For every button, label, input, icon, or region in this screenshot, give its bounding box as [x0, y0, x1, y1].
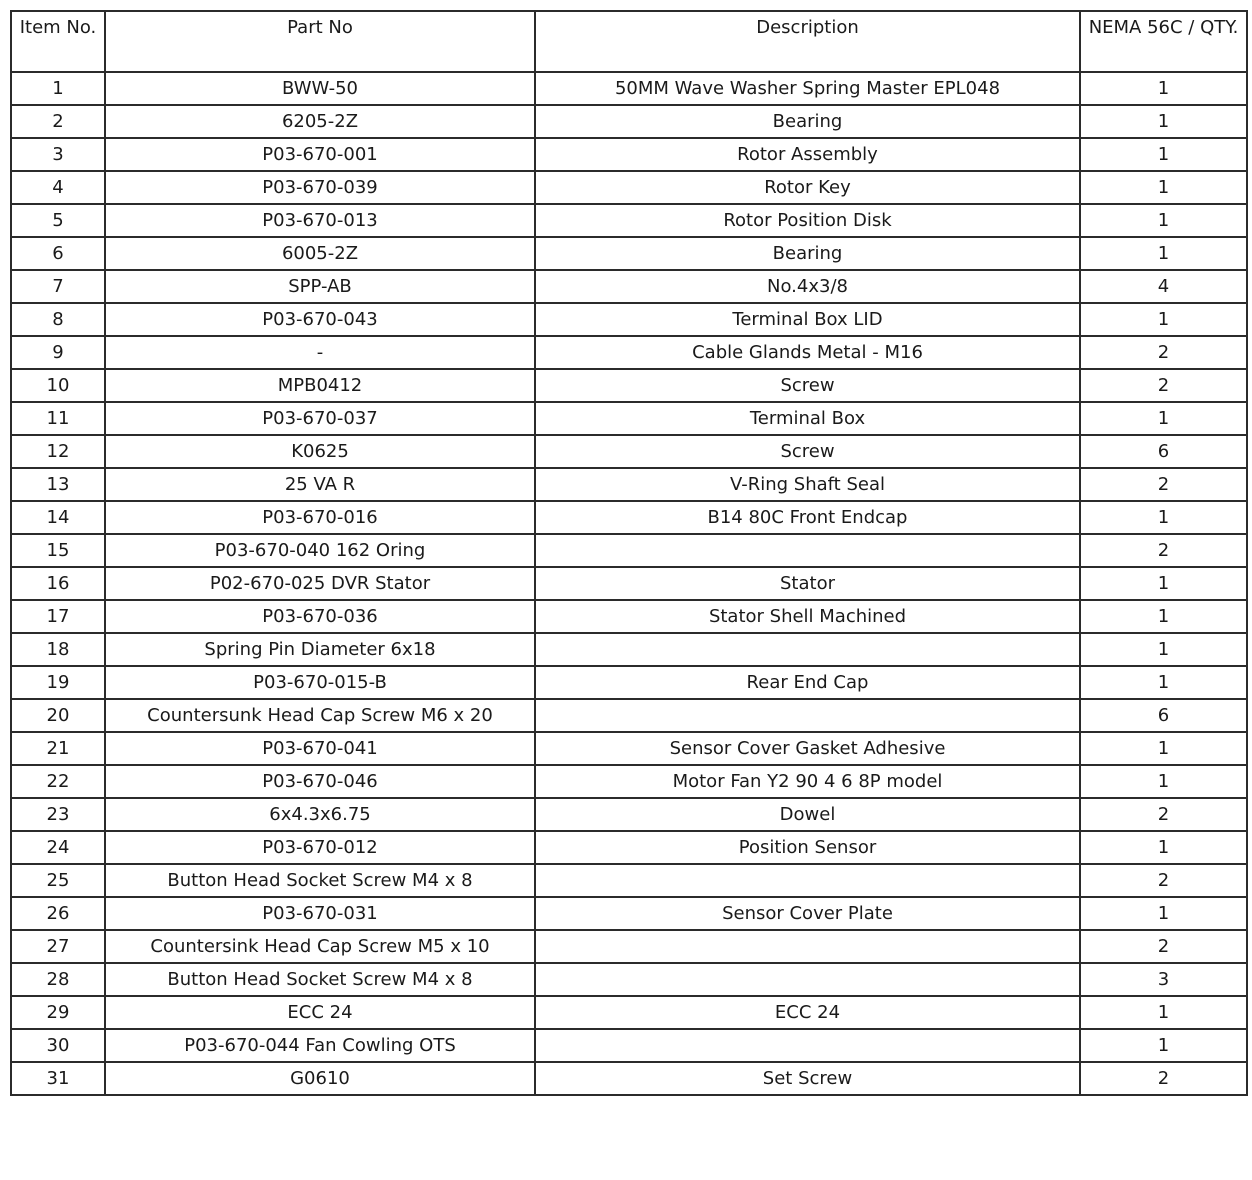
cell-part-no: Button Head Socket Screw M4 x 8 [105, 963, 535, 996]
bill-of-materials [10, 10, 1246, 1096]
cell-qty: 1 [1080, 105, 1247, 138]
cell-part-no: Countersink Head Cap Screw M5 x 10 [105, 930, 535, 963]
cell-part-no: P03-670-013 [105, 204, 535, 237]
cell-part-no: 6x4.3x6.75 [105, 798, 535, 831]
cell-description: Motor Fan Y2 90 4 6 8P model [535, 765, 1080, 798]
cell-item-no: 11 [11, 402, 105, 435]
cell-description: Position Sensor [535, 831, 1080, 864]
cell-part-no: P03-670-015-B [105, 666, 535, 699]
table-row [11, 798, 1247, 831]
table-header [11, 11, 1247, 72]
cell-qty: 1 [1080, 600, 1247, 633]
cell-part-no: P03-670-040 162 Oring [105, 534, 535, 567]
table-row [11, 72, 1247, 105]
cell-description [535, 864, 1080, 897]
table-row [11, 831, 1247, 864]
header-part-no: Part No [105, 11, 535, 72]
cell-description: Rear End Cap [535, 666, 1080, 699]
cell-item-no: 5 [11, 204, 105, 237]
header-row [11, 11, 1247, 72]
cell-description [535, 930, 1080, 963]
table-row [11, 237, 1247, 270]
cell-item-no: 4 [11, 171, 105, 204]
table-row [11, 534, 1247, 567]
cell-item-no: 12 [11, 435, 105, 468]
cell-qty: 1 [1080, 666, 1247, 699]
cell-qty: 1 [1080, 996, 1247, 1029]
cell-part-no: SPP-AB [105, 270, 535, 303]
table-row [11, 1062, 1247, 1095]
header-item-no: Item No. [11, 11, 105, 72]
cell-part-no: P03-670-043 [105, 303, 535, 336]
table-row [11, 336, 1247, 369]
cell-item-no: 25 [11, 864, 105, 897]
table-row [11, 996, 1247, 1029]
cell-part-no: P03-670-041 [105, 732, 535, 765]
cell-qty: 2 [1080, 864, 1247, 897]
cell-part-no: Button Head Socket Screw M4 x 8 [105, 864, 535, 897]
cell-part-no: 6005-2Z [105, 237, 535, 270]
parts-table [10, 10, 1248, 1096]
cell-part-no: P03-670-001 [105, 138, 535, 171]
cell-qty: 1 [1080, 732, 1247, 765]
cell-qty: 2 [1080, 369, 1247, 402]
table-row [11, 963, 1247, 996]
cell-part-no: P03-670-046 [105, 765, 535, 798]
cell-description: Sensor Cover Plate [535, 897, 1080, 930]
cell-qty: 1 [1080, 501, 1247, 534]
table-body [11, 72, 1247, 1095]
cell-qty: 1 [1080, 1029, 1247, 1062]
cell-description [535, 534, 1080, 567]
cell-qty: 1 [1080, 237, 1247, 270]
header-description: Description [535, 11, 1080, 72]
table-row [11, 402, 1247, 435]
cell-item-no: 2 [11, 105, 105, 138]
cell-description: Terminal Box LID [535, 303, 1080, 336]
cell-qty: 6 [1080, 699, 1247, 732]
cell-part-no: P03-670-039 [105, 171, 535, 204]
cell-item-no: 27 [11, 930, 105, 963]
cell-item-no: 8 [11, 303, 105, 336]
cell-part-no: - [105, 336, 535, 369]
cell-description: Stator [535, 567, 1080, 600]
cell-part-no: ECC 24 [105, 996, 535, 1029]
cell-qty: 1 [1080, 138, 1247, 171]
cell-qty: 3 [1080, 963, 1247, 996]
cell-qty: 1 [1080, 765, 1247, 798]
cell-item-no: 16 [11, 567, 105, 600]
cell-item-no: 23 [11, 798, 105, 831]
cell-part-no: BWW-50 [105, 72, 535, 105]
cell-qty: 1 [1080, 303, 1247, 336]
cell-description: No.4x3/8 [535, 270, 1080, 303]
table-row [11, 633, 1247, 666]
cell-qty: 2 [1080, 1062, 1247, 1095]
cell-part-no: P03-670-016 [105, 501, 535, 534]
cell-qty: 2 [1080, 930, 1247, 963]
cell-item-no: 29 [11, 996, 105, 1029]
cell-item-no: 14 [11, 501, 105, 534]
table-row [11, 1029, 1247, 1062]
cell-item-no: 13 [11, 468, 105, 501]
cell-qty: 1 [1080, 72, 1247, 105]
cell-description: Dowel [535, 798, 1080, 831]
cell-qty: 1 [1080, 897, 1247, 930]
cell-item-no: 1 [11, 72, 105, 105]
table-row [11, 600, 1247, 633]
cell-item-no: 6 [11, 237, 105, 270]
cell-qty: 2 [1080, 468, 1247, 501]
cell-item-no: 28 [11, 963, 105, 996]
cell-item-no: 15 [11, 534, 105, 567]
table-row [11, 765, 1247, 798]
cell-item-no: 10 [11, 369, 105, 402]
cell-description: Rotor Key [535, 171, 1080, 204]
cell-qty: 2 [1080, 534, 1247, 567]
cell-description: 50MM Wave Washer Spring Master EPL048 [535, 72, 1080, 105]
table-row [11, 270, 1247, 303]
table-row [11, 930, 1247, 963]
cell-item-no: 21 [11, 732, 105, 765]
cell-qty: 6 [1080, 435, 1247, 468]
cell-part-no: P03-670-044 Fan Cowling OTS [105, 1029, 535, 1062]
cell-qty: 1 [1080, 402, 1247, 435]
cell-description: Rotor Assembly [535, 138, 1080, 171]
cell-item-no: 31 [11, 1062, 105, 1095]
table-row [11, 303, 1247, 336]
table-row [11, 171, 1247, 204]
cell-description: Stator Shell Machined [535, 600, 1080, 633]
cell-part-no: 25 VA R [105, 468, 535, 501]
cell-item-no: 19 [11, 666, 105, 699]
cell-item-no: 24 [11, 831, 105, 864]
cell-item-no: 30 [11, 1029, 105, 1062]
table-row [11, 732, 1247, 765]
cell-item-no: 9 [11, 336, 105, 369]
cell-description: Screw [535, 369, 1080, 402]
table-row [11, 864, 1247, 897]
cell-qty: 1 [1080, 633, 1247, 666]
cell-qty: 1 [1080, 567, 1247, 600]
cell-description: Cable Glands Metal - M16 [535, 336, 1080, 369]
cell-description: Rotor Position Disk [535, 204, 1080, 237]
cell-description: Bearing [535, 105, 1080, 138]
cell-part-no: P02-670-025 DVR Stator [105, 567, 535, 600]
cell-description: V-Ring Shaft Seal [535, 468, 1080, 501]
cell-description: Sensor Cover Gasket Adhesive [535, 732, 1080, 765]
cell-description: Screw [535, 435, 1080, 468]
table-row [11, 699, 1247, 732]
cell-part-no: P03-670-031 [105, 897, 535, 930]
cell-qty: 1 [1080, 831, 1247, 864]
table-row [11, 105, 1247, 138]
cell-description: B14 80C Front Endcap [535, 501, 1080, 534]
cell-description [535, 1029, 1080, 1062]
cell-part-no: P03-670-037 [105, 402, 535, 435]
cell-qty: 1 [1080, 171, 1247, 204]
cell-part-no: G0610 [105, 1062, 535, 1095]
cell-qty: 1 [1080, 204, 1247, 237]
cell-part-no: Countersunk Head Cap Screw M6 x 20 [105, 699, 535, 732]
table-row [11, 138, 1247, 171]
cell-item-no: 26 [11, 897, 105, 930]
cell-part-no: K0625 [105, 435, 535, 468]
cell-item-no: 22 [11, 765, 105, 798]
header-qty: NEMA 56C / QTY. [1080, 11, 1247, 72]
table-row [11, 897, 1247, 930]
cell-item-no: 17 [11, 600, 105, 633]
cell-description: Set Screw [535, 1062, 1080, 1095]
table-row [11, 435, 1247, 468]
cell-item-no: 3 [11, 138, 105, 171]
cell-part-no: Spring Pin Diameter 6x18 [105, 633, 535, 666]
table-row [11, 567, 1247, 600]
cell-qty: 2 [1080, 336, 1247, 369]
cell-item-no: 7 [11, 270, 105, 303]
cell-qty: 2 [1080, 798, 1247, 831]
table-row [11, 369, 1247, 402]
table-row [11, 501, 1247, 534]
cell-description: ECC 24 [535, 996, 1080, 1029]
cell-item-no: 20 [11, 699, 105, 732]
cell-item-no: 18 [11, 633, 105, 666]
table-row [11, 468, 1247, 501]
cell-description: Terminal Box [535, 402, 1080, 435]
cell-description [535, 963, 1080, 996]
cell-qty: 4 [1080, 270, 1247, 303]
cell-part-no: P03-670-036 [105, 600, 535, 633]
cell-description [535, 699, 1080, 732]
table-row [11, 666, 1247, 699]
table-row [11, 204, 1247, 237]
cell-description: Bearing [535, 237, 1080, 270]
cell-description [535, 633, 1080, 666]
cell-part-no: 6205-2Z [105, 105, 535, 138]
cell-part-no: P03-670-012 [105, 831, 535, 864]
cell-part-no: MPB0412 [105, 369, 535, 402]
